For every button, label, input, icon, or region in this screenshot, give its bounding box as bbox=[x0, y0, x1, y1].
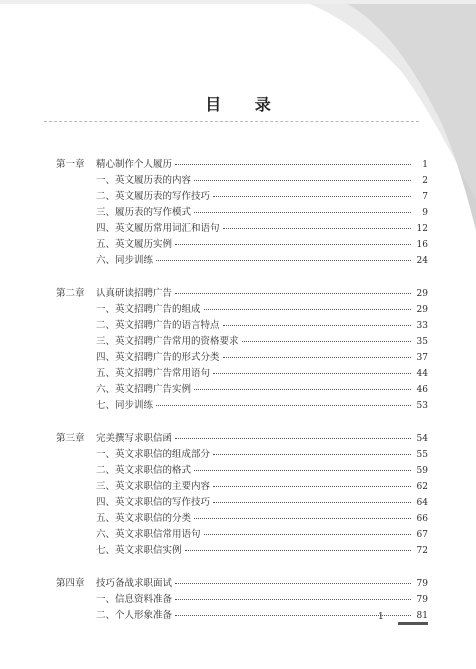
toc-section-entry[interactable] bbox=[56, 382, 428, 398]
section-title: 五、英文招聘广告常用语句 bbox=[96, 368, 211, 379]
section-page-number: 46 bbox=[416, 385, 428, 395]
section-title: 五、英文履历实例 bbox=[96, 239, 173, 250]
dot-leader bbox=[223, 357, 411, 358]
dot-leader bbox=[175, 293, 411, 294]
chapter-title: 精心制作个人履历 bbox=[96, 159, 173, 170]
dot-leader bbox=[213, 502, 411, 503]
toc-list bbox=[56, 157, 428, 641]
chapter-number: 第二章 bbox=[56, 288, 85, 299]
toc-section-entry[interactable] bbox=[56, 334, 428, 350]
dot-leader bbox=[175, 615, 411, 616]
toc-section-entry[interactable] bbox=[56, 253, 428, 269]
dot-leader bbox=[194, 470, 411, 471]
section-page-number: 29 bbox=[416, 305, 428, 315]
dot-leader bbox=[204, 534, 411, 535]
toc-chapter bbox=[56, 431, 428, 559]
dot-leader bbox=[194, 518, 411, 519]
toc-section-entry[interactable] bbox=[56, 350, 428, 366]
dot-leader bbox=[204, 309, 411, 310]
chapter-number: 第四章 bbox=[56, 578, 85, 589]
toc-chapter-entry[interactable] bbox=[56, 157, 428, 173]
section-title: 一、英文求职信的组成部分 bbox=[96, 449, 211, 460]
toc-section-entry[interactable] bbox=[56, 511, 428, 527]
section-page-number: 2 bbox=[422, 176, 428, 186]
dot-leader bbox=[194, 389, 411, 390]
chapter-page-number: 29 bbox=[416, 289, 428, 299]
section-page-number: 53 bbox=[416, 401, 428, 411]
section-title: 六、同步训练 bbox=[96, 255, 154, 266]
toc-section-entry[interactable] bbox=[56, 608, 428, 624]
toc-section-entry[interactable] bbox=[56, 221, 428, 237]
section-title: 三、英文求职信的主要内容 bbox=[96, 481, 211, 492]
section-title: 三、英文招聘广告常用的资格要求 bbox=[96, 336, 239, 347]
section-page-number: 37 bbox=[416, 353, 428, 363]
chapter-page-number: 54 bbox=[416, 434, 428, 444]
dot-leader bbox=[223, 228, 411, 229]
page-number: 1 bbox=[378, 612, 384, 622]
toc-section-entry[interactable] bbox=[56, 318, 428, 334]
dot-leader bbox=[223, 325, 411, 326]
dot-leader bbox=[213, 486, 411, 487]
chapter-title: 认真研读招聘广告 bbox=[96, 288, 173, 299]
section-page-number: 59 bbox=[416, 466, 428, 476]
dot-leader bbox=[194, 212, 411, 213]
section-page-number: 16 bbox=[416, 240, 428, 250]
section-page-number: 67 bbox=[416, 530, 428, 540]
toc-section-entry[interactable] bbox=[56, 173, 428, 189]
toc-chapter bbox=[56, 157, 428, 269]
section-title: 五、英文求职信的分类 bbox=[96, 513, 192, 524]
section-title: 六、英文求职信常用语句 bbox=[96, 529, 201, 540]
toc-chapter bbox=[56, 286, 428, 414]
section-page-number: 62 bbox=[416, 482, 428, 492]
toc-section-entry[interactable] bbox=[56, 237, 428, 253]
toc-chapter bbox=[56, 576, 428, 624]
toc-section-entry[interactable] bbox=[56, 447, 428, 463]
section-title: 二、个人形象准备 bbox=[96, 610, 173, 621]
title-divider bbox=[44, 121, 419, 122]
chapter-number: 第三章 bbox=[56, 433, 85, 444]
toc-section-entry[interactable] bbox=[56, 463, 428, 479]
dot-leader bbox=[194, 180, 411, 181]
toc-section-entry[interactable] bbox=[56, 205, 428, 221]
toc-section-entry[interactable] bbox=[56, 527, 428, 543]
dot-leader bbox=[185, 550, 411, 551]
section-page-number: 9 bbox=[422, 208, 428, 218]
section-page-number: 7 bbox=[422, 192, 428, 202]
section-title: 二、英文招聘广告的语言特点 bbox=[96, 320, 220, 331]
chapter-number: 第一章 bbox=[56, 159, 85, 170]
dot-leader bbox=[156, 260, 411, 261]
chapter-title: 技巧备战求职面试 bbox=[96, 578, 173, 589]
section-page-number: 81 bbox=[416, 611, 428, 621]
toc-chapter-entry[interactable] bbox=[56, 576, 428, 592]
section-title: 一、信息资料准备 bbox=[96, 594, 173, 605]
toc-section-entry[interactable] bbox=[56, 366, 428, 382]
page-number-bar bbox=[398, 622, 428, 625]
section-page-number: 55 bbox=[416, 450, 428, 460]
dot-leader bbox=[175, 438, 411, 439]
chapter-page-number: 79 bbox=[416, 579, 428, 589]
toc-section-entry[interactable] bbox=[56, 592, 428, 608]
dot-leader bbox=[213, 454, 411, 455]
dot-leader bbox=[242, 341, 411, 342]
dot-leader bbox=[213, 196, 411, 197]
section-page-number: 44 bbox=[416, 369, 428, 379]
chapter-title: 完美撰写求职信函 bbox=[96, 433, 173, 444]
toc-section-entry[interactable] bbox=[56, 398, 428, 414]
dot-leader bbox=[175, 599, 411, 600]
chapter-page-number: 1 bbox=[422, 160, 428, 170]
toc-section-entry[interactable] bbox=[56, 189, 428, 205]
section-page-number: 35 bbox=[416, 337, 428, 347]
section-title: 七、英文求职信实例 bbox=[96, 545, 182, 556]
section-page-number: 64 bbox=[416, 498, 428, 508]
section-page-number: 72 bbox=[416, 546, 428, 556]
dot-leader bbox=[175, 164, 411, 165]
toc-chapter-entry[interactable] bbox=[56, 286, 428, 302]
section-title: 六、英文招聘广告实例 bbox=[96, 384, 192, 395]
dot-leader bbox=[156, 405, 411, 406]
section-title: 二、英文履历表的写作技巧 bbox=[96, 191, 211, 202]
section-title: 三、履历表的写作模式 bbox=[96, 207, 192, 218]
dot-leader bbox=[175, 244, 411, 245]
section-title: 一、英文招聘广告的组成 bbox=[96, 304, 201, 315]
section-page-number: 24 bbox=[416, 256, 428, 266]
section-page-number: 66 bbox=[416, 514, 428, 524]
section-page-number: 79 bbox=[416, 595, 428, 605]
dot-leader bbox=[175, 583, 411, 584]
section-title: 二、英文求职信的格式 bbox=[96, 465, 192, 476]
section-title: 一、英文履历表的内容 bbox=[96, 175, 192, 186]
section-title: 七、同步训练 bbox=[96, 400, 154, 411]
dot-leader bbox=[213, 373, 411, 374]
toc-chapter-entry[interactable] bbox=[56, 431, 428, 447]
toc-section-entry[interactable] bbox=[56, 302, 428, 318]
toc-section-entry[interactable] bbox=[56, 479, 428, 495]
section-title: 四、英文履历常用词汇和语句 bbox=[96, 223, 220, 234]
section-title: 四、英文招聘广告的形式分类 bbox=[96, 352, 220, 363]
toc-section-entry[interactable] bbox=[56, 495, 428, 511]
page-title: 目 录 bbox=[205, 95, 285, 114]
section-page-number: 12 bbox=[416, 224, 428, 234]
section-title: 四、英文求职信的写作技巧 bbox=[96, 497, 211, 508]
toc-section-entry[interactable] bbox=[56, 543, 428, 559]
section-page-number: 33 bbox=[416, 321, 428, 331]
